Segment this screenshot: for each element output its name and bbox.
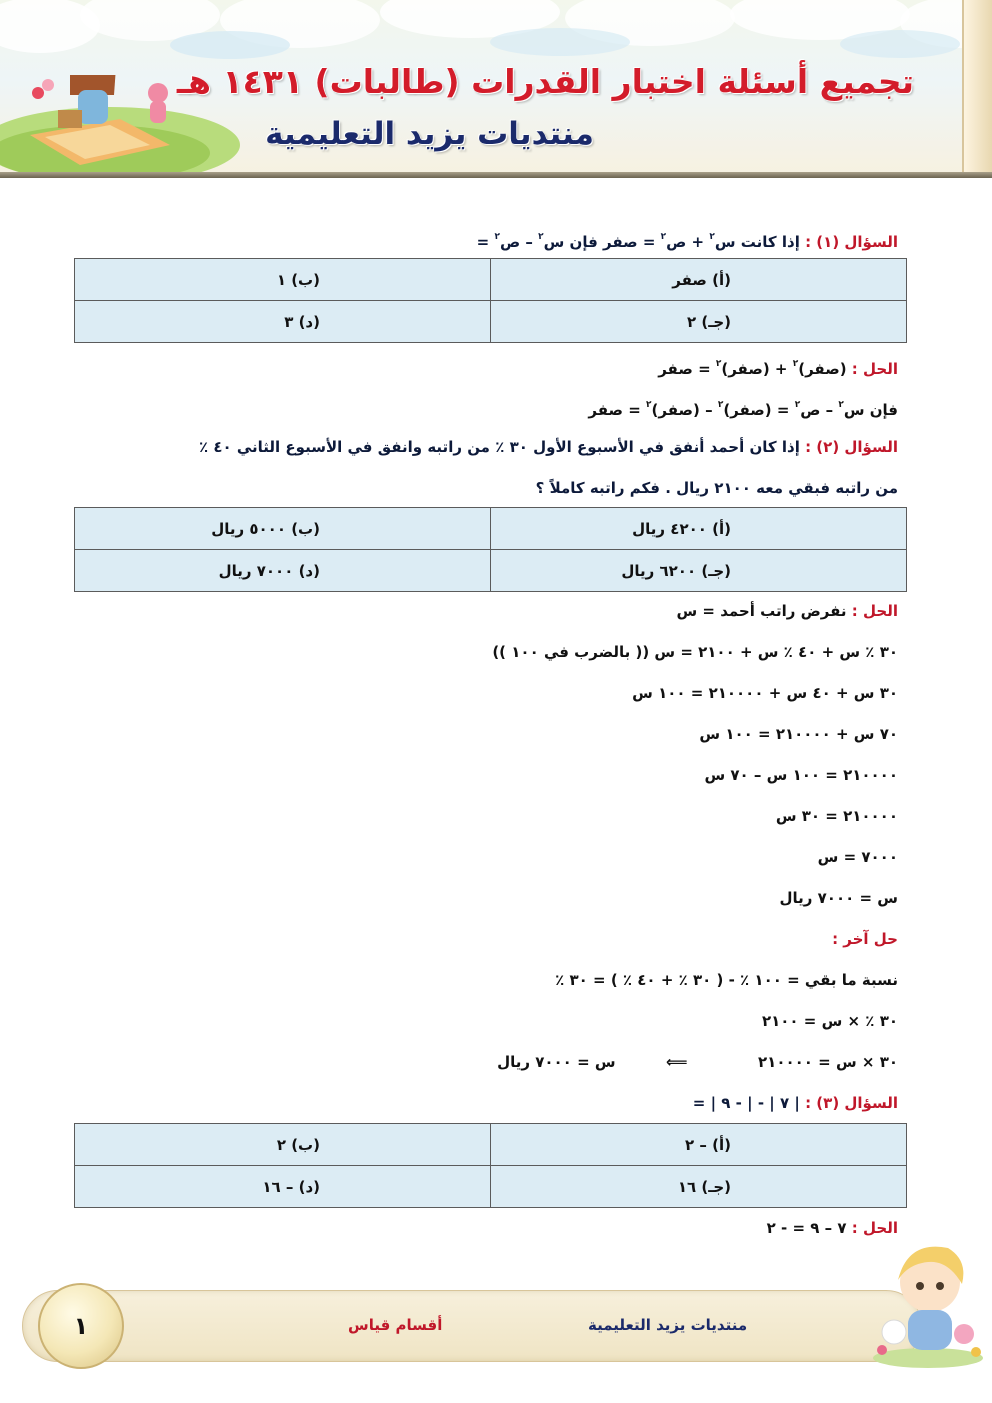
question-2-text: السؤال (٢) : إذا كان أحمد أنفق في الأسبوع الأول ٣٠ ٪ من راتبه وانفق في الأسبوع الثاني ٤٠ ٪ <box>198 438 898 456</box>
solution-line: فإن س$^٢$ – ص$^٢$ = (صفر)$^٢$ – (صفر)$^٢$ = صفر <box>588 400 898 419</box>
page-footer <box>22 1290 922 1362</box>
implies-arrow-icon: ⟸ <box>666 1053 688 1071</box>
option-b[interactable]: (ب) ٥٠٠٠ ريال <box>75 508 491 550</box>
option-b[interactable]: (ب) ٢ <box>75 1124 491 1166</box>
solution-line: نسبة ما بقي = ١٠٠ ٪ - ( ٣٠ ٪ + ٤٠ ٪ ) = ٣٠ ٪ <box>555 971 898 989</box>
solution-label: الحل : <box>851 602 898 620</box>
question-3-text: السؤال (٣) : | ٧ | - | - ٩ | = <box>692 1094 898 1112</box>
option-a[interactable]: (أ) ٤٢٠٠ ريال <box>491 508 907 550</box>
question-3-solution <box>78 1213 898 1254</box>
clouds-decoration <box>0 0 992 70</box>
option-a[interactable]: (أ) – ٢ <box>491 1124 907 1166</box>
solution-label: الحل : <box>851 360 898 378</box>
option-d[interactable]: (د) ٧٠٠٠ ريال <box>75 550 491 592</box>
question-2 <box>78 432 898 514</box>
question-2-solution <box>78 596 898 1088</box>
page-title: تجميع أسئلة اختبار القدرات (طالبات) ١٤٣١ هـ <box>176 62 914 101</box>
solution-line: ٢١٠٠٠٠ = ٣٠ س <box>775 807 898 825</box>
question-1 <box>78 222 898 263</box>
solution-label: الحل : <box>851 1219 898 1237</box>
question-2-text-cont: من راتبه فبقي معه ٢١٠٠ ريال . فكم راتبه كاملاً ؟ <box>535 479 898 497</box>
question-1-solution <box>78 349 898 431</box>
alternative-solution-label: حل آخر : <box>832 930 898 948</box>
solution-line: ٣٠ × س = ٢١٠٠٠٠ ⟸ س = ٧٠٠٠ ريال <box>497 1053 898 1071</box>
question-1-options <box>74 258 907 343</box>
page-header <box>0 0 992 178</box>
footer-section-link[interactable]: أقسام قياس <box>348 1316 443 1334</box>
solution-line: الحل : (صفر)$^٢$ + (صفر)$^٢$ = صفر <box>658 359 898 378</box>
question-2-options <box>74 507 907 592</box>
option-c[interactable]: (جـ) ٦٢٠٠ ريال <box>491 550 907 592</box>
option-b[interactable]: (ب) ١ <box>75 259 491 301</box>
question-3-options <box>74 1123 907 1208</box>
solution-line: ٣٠ س + ٤٠ س + ٢١٠٠٠٠ = ١٠٠ س <box>632 684 898 702</box>
solution-line: ٣٠ ٪ × س = ٢١٠٠ <box>761 1012 898 1030</box>
option-c[interactable]: (جـ) ٢ <box>491 301 907 343</box>
footer-forum-name: منتديات يزيد التعليمية <box>588 1316 748 1334</box>
solution-line: ٣٠ ٪ س + ٤٠ ٪ س + ٢١٠٠ = س (( بالضرب في ١٠٠ )) <box>492 643 898 661</box>
solution-line: الحل : نفرض راتب أحمد = س <box>676 602 898 620</box>
question-3-label: السؤال (٣) : <box>805 1094 898 1112</box>
page-number: ١ <box>38 1283 124 1369</box>
option-d[interactable]: (د) – ١٦ <box>75 1166 491 1208</box>
question-2-label: السؤال (٢) : <box>805 438 898 456</box>
option-d[interactable]: (د) ٣ <box>75 301 491 343</box>
option-a[interactable]: (أ) صفر <box>491 259 907 301</box>
baby-illustration <box>868 1240 988 1370</box>
option-c[interactable]: (جـ) ١٦ <box>491 1166 907 1208</box>
page-subtitle: منتديات يزيد التعليمية <box>265 116 594 152</box>
question-1-label: السؤال (١) : <box>805 233 898 251</box>
solution-line: ٧٠ س + ٢١٠٠٠٠ = ١٠٠ س <box>699 725 898 743</box>
solution-line: ٢١٠٠٠٠ = ١٠٠ س – ٧٠ س <box>704 766 898 784</box>
solution-line: الحل : ٧ – ٩ = - ٢ <box>766 1219 898 1237</box>
solution-line: س = ٧٠٠٠ ريال <box>779 889 898 907</box>
header-side-ribbon <box>962 0 992 178</box>
header-bottom-border <box>0 172 992 178</box>
question-1-text: السؤال (١) : إذا كانت س$^٢$ + ص$^٢$ = صفر فإن س$^٢$ – ص$^٢$ = <box>476 232 898 251</box>
solution-line: ٧٠٠٠ = س <box>817 848 898 866</box>
